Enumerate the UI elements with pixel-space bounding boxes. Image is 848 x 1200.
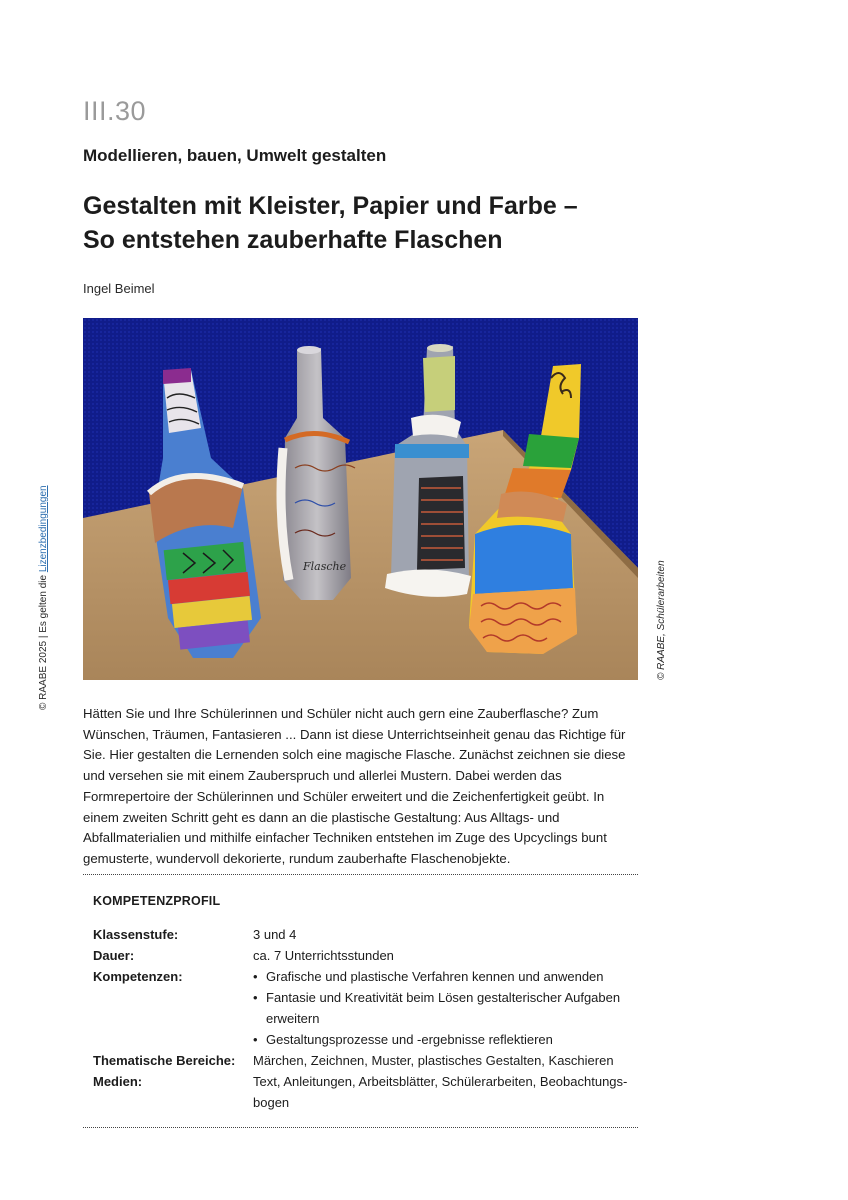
bottles-photo	[83, 318, 638, 680]
divider-bottom	[83, 1127, 638, 1128]
list-item: • Grafische und plastische Verfahren kennen und anwenden	[253, 966, 638, 987]
category-heading: Modellieren, bauen, Umwelt gestalten	[83, 146, 387, 165]
divider-top	[83, 874, 638, 875]
kompetenzen-label: Kompetenzen:	[93, 969, 183, 984]
side-copyright	[38, 485, 49, 710]
kompetenzprofil-heading: KOMPETENZPROFIL	[93, 894, 221, 908]
page-title	[83, 189, 683, 257]
row-klassenstufe	[93, 924, 638, 945]
list-item: • Fantasie und Kreativität beim Lösen gestalterischer Aufgaben erweitern	[253, 987, 638, 1029]
list-item: • Gestaltungsprozesse und -ergebnisse reflektieren	[253, 1029, 638, 1050]
section-number: III.30	[83, 96, 147, 126]
kompetenzprofil-table	[93, 924, 638, 1113]
dauer-label: Dauer:	[93, 948, 135, 963]
row-themen	[93, 1050, 638, 1071]
author-name: Ingel Beimel	[83, 281, 155, 296]
row-kompetenzen	[93, 966, 638, 1050]
row-dauer	[93, 945, 638, 966]
license-link[interactable]: Lizenzbedingungen	[38, 485, 49, 573]
title-line-1: Gestalten mit Kleister, Papier und Farbe –	[83, 192, 578, 220]
row-medien	[93, 1071, 638, 1113]
medien-label: Medien:	[93, 1074, 143, 1089]
title-line-2: So entstehen zauberhafte Flaschen	[83, 226, 503, 254]
themen-value: Märchen, Zeichnen, Muster, plastisches Gestalten, Kaschieren	[253, 1053, 614, 1068]
intro-paragraph: Hätten Sie und Ihre Schülerinnen und Schüler nicht auch gern eine Zauberflasche? Zum Wünschen, Träumen, Fantasieren ... Dann ist diese Unterrichtseinheit genau das Richtige für Sie. Hier gestalten die Lernenden solch eine magische Flasche. Zunächst zeichnen sie diese und versehen sie mit einem Zauberspruch und allerlei Mustern. Dabei werden das Formrepertoire der Schülerinnen und Schüler erweitert und die Zeichenfertigkeit geübt. In einem zweiten Schritt geht es dann an die plastische Gestaltung: Aus Alltags- und Abfallmaterialien und mithilfe einfacher Techniken entstehen im Zuge des Upcyclings bunt gemusterte, wundervoll dekorierte, rundum zauberhafte Flaschenobjekte.	[83, 706, 626, 866]
photo-flasche-label: Flasche	[303, 560, 347, 573]
klassenstufe-label: Klassenstufe:	[93, 927, 179, 942]
kompetenzen-list	[253, 966, 638, 1050]
copyright-text: © RAABE 2025 | Es gelten die	[38, 572, 49, 710]
photo-credit: © RAABE, Schülerarbeiten	[656, 560, 667, 680]
dauer-value: ca. 7 Unterrichtsstunden	[253, 948, 394, 963]
medien-value: Text, Anleitungen, Arbeitsblätter, Schülerarbeiten, Beobachtungs-bogen	[253, 1074, 628, 1110]
klassenstufe-value: 3 und 4	[253, 927, 297, 942]
themen-label: Thematische Bereiche:	[93, 1053, 236, 1068]
